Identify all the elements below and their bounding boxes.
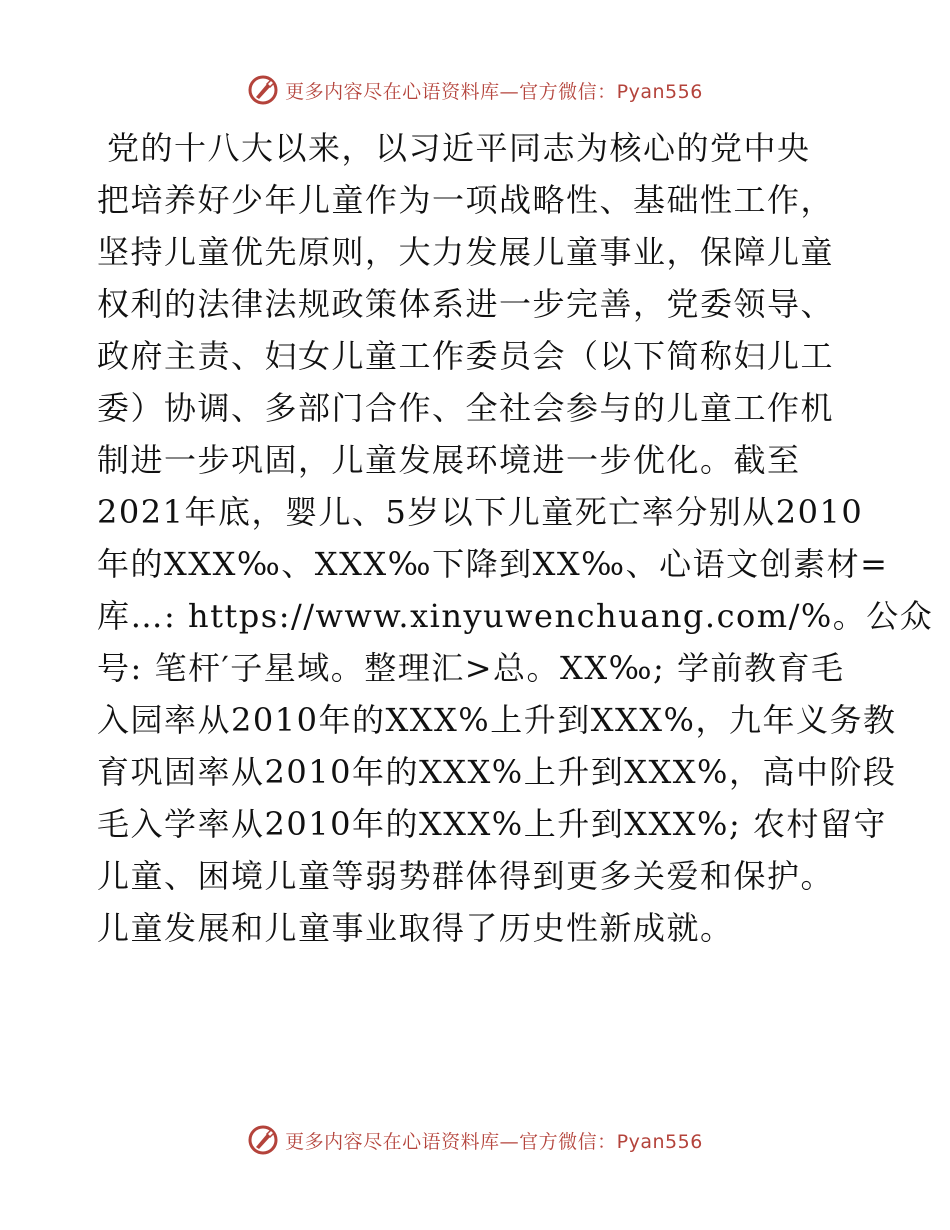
paragraph-line: 政府主责、妇女儿童工作委员会（以下简称妇儿工 (97, 337, 835, 375)
main-paragraph (97, 122, 934, 954)
paragraph-line: 把培养好少年儿童作为一项战略性、基础性工作， (97, 181, 835, 219)
paragraph-line: 毛入学率从2010年的XXX%上升到XXX%; 农村留守 (97, 805, 887, 843)
pen-logo-icon (247, 74, 279, 106)
paragraph-line: 号: 笔杆′子星域。整理汇>总。XX‰; 学前教育毛 (97, 649, 845, 687)
header-wechat-handle: Pyan556 (616, 80, 703, 103)
paragraph-line: 儿童发展和儿童事业取得了历史性新成就。 (97, 909, 734, 947)
header-banner-text (285, 77, 703, 104)
footer-banner (0, 1120, 950, 1160)
paragraph-line: 权利的法律法规政策体系进一步完善，党委领导、 (97, 285, 835, 323)
footer-wechat-handle: Pyan556 (616, 1130, 703, 1153)
paragraph-line: 2021年底，婴儿、5岁以下儿童死亡率分别从2010 (97, 493, 864, 531)
paragraph-line: 制进一步巩固，儿童发展环境进一步优化。截至 (97, 441, 801, 479)
footer-banner-label: 更多内容尽在心语资料库—官方微信： (285, 1130, 617, 1153)
paragraph-line: 委）协调、多部门合作、全社会参与的儿童工作机 (97, 389, 835, 427)
paragraph-line: 育巩固率从2010年的XXX%上升到XXX%，高中阶段 (97, 753, 897, 791)
header-banner (0, 70, 950, 110)
paragraph-line: 入园率从2010年的XXX%上升到XXX%，九年义务教 (97, 701, 897, 739)
paragraph-line: 年的XXX‰、XXX‰下降到XX‰、心语文创素材= (97, 545, 889, 583)
paragraph-line: 儿童、困境儿童等弱势群体得到更多关爱和保护。 (97, 857, 835, 895)
paragraph-line: 坚持儿童优先原则，大力发展儿童事业，保障儿童 (97, 233, 835, 271)
header-banner-label: 更多内容尽在心语资料库—官方微信： (285, 80, 617, 103)
footer-banner-text (285, 1127, 703, 1154)
pen-logo-icon (247, 1124, 279, 1156)
paragraph-line: 党的十八大以来，以习近平同志为核心的党中央 (107, 129, 811, 167)
paragraph-line: 库…: https://www.xinyuwenchuang.com/%。公众 (97, 597, 934, 635)
